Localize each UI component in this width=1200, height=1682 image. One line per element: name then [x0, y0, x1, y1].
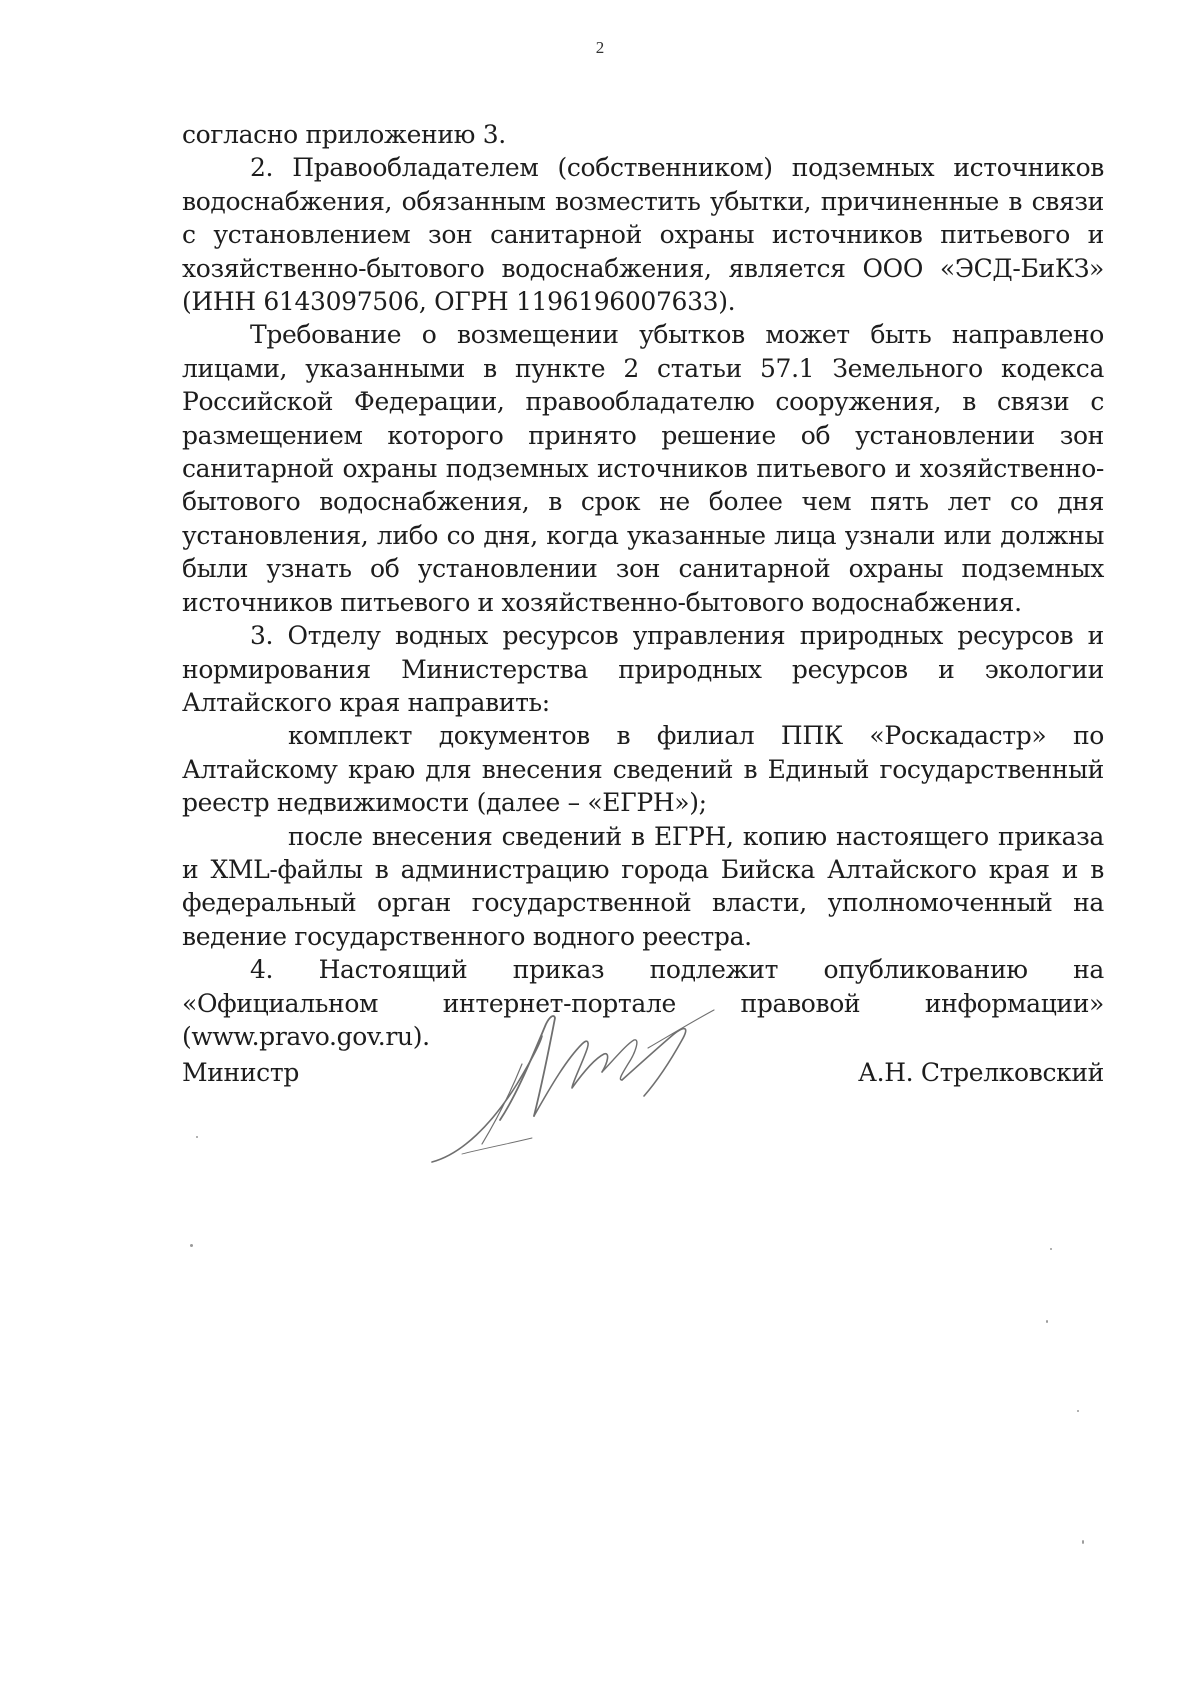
paragraph-continuation: согласно приложению 3.	[182, 120, 506, 149]
paragraph-item-3: 3. Отделу водных ресурсов управления природных ресурсов и нормирования Министерства природных ресурсов и экологии Алтайского края направить:	[182, 621, 1104, 717]
scan-speck	[1046, 1320, 1048, 1323]
scan-speck	[1082, 1540, 1084, 1544]
signature-block	[182, 1058, 1104, 1178]
paragraph-compensation-claim: Требование о возмещении убытков может быть направлено лицами, указанными в пункте 2 статьи 57.1 Земельного кодекса Российской Федерации, правообладателю сооружения, в связи с размещением которого принято решение об установлении зон санитарной охраны подземных источников питьевого и хозяйственно-бытового водоснабжения, в срок не более чем пять лет со дня установления, либо со дня, когда указанные лица узнали или должны были узнать об установлении зон санитарной охраны подземных источников питьевого и хозяйственно-бытового водоснабжения.	[182, 320, 1104, 617]
scan-speck	[196, 1136, 198, 1138]
paragraph-subitem-rosreestr: комплект документов в филиал ППК «Роскадастр» по Алтайскому краю для внесения сведений в Единый государственный реестр недвижимости (далее – «ЕГРН»);	[182, 721, 1104, 818]
scan-speck	[1077, 1410, 1079, 1412]
signatory-name: А.Н. Стрелковский	[858, 1058, 1104, 1087]
document-body	[182, 118, 1104, 1053]
paragraph-item-4: 4. Настоящий приказ подлежит опубликованию на «Официальном интернет-портале правовой информации» (www.pravo.gov.ru).	[182, 955, 1104, 1051]
handwritten-signature	[422, 1004, 722, 1174]
paragraph-item-2: 2. Правообладателем (собственником) подземных источников водоснабжения, обязанным возместить убытки, причиненные в связи с установлением зон санитарной охраны источников питьевого и хозяйственно-бытового водоснабжения, является ООО «ЭСД-БиКЗ» (ИНН 6143097506, ОГРН 1196196007633).	[182, 153, 1104, 317]
page-number: 2	[595, 38, 605, 57]
scan-speck	[190, 1244, 193, 1247]
scan-speck	[1050, 1248, 1052, 1250]
signatory-title: Министр	[182, 1058, 299, 1087]
paragraph-subitem-xml: после внесения сведений в ЕГРН, копию настоящего приказа и XML-файлы в администрацию города Бийска Алтайского края и в федеральный орган государственной власти, уполномоченный на ведение государственного водного реестра.	[182, 821, 1104, 951]
